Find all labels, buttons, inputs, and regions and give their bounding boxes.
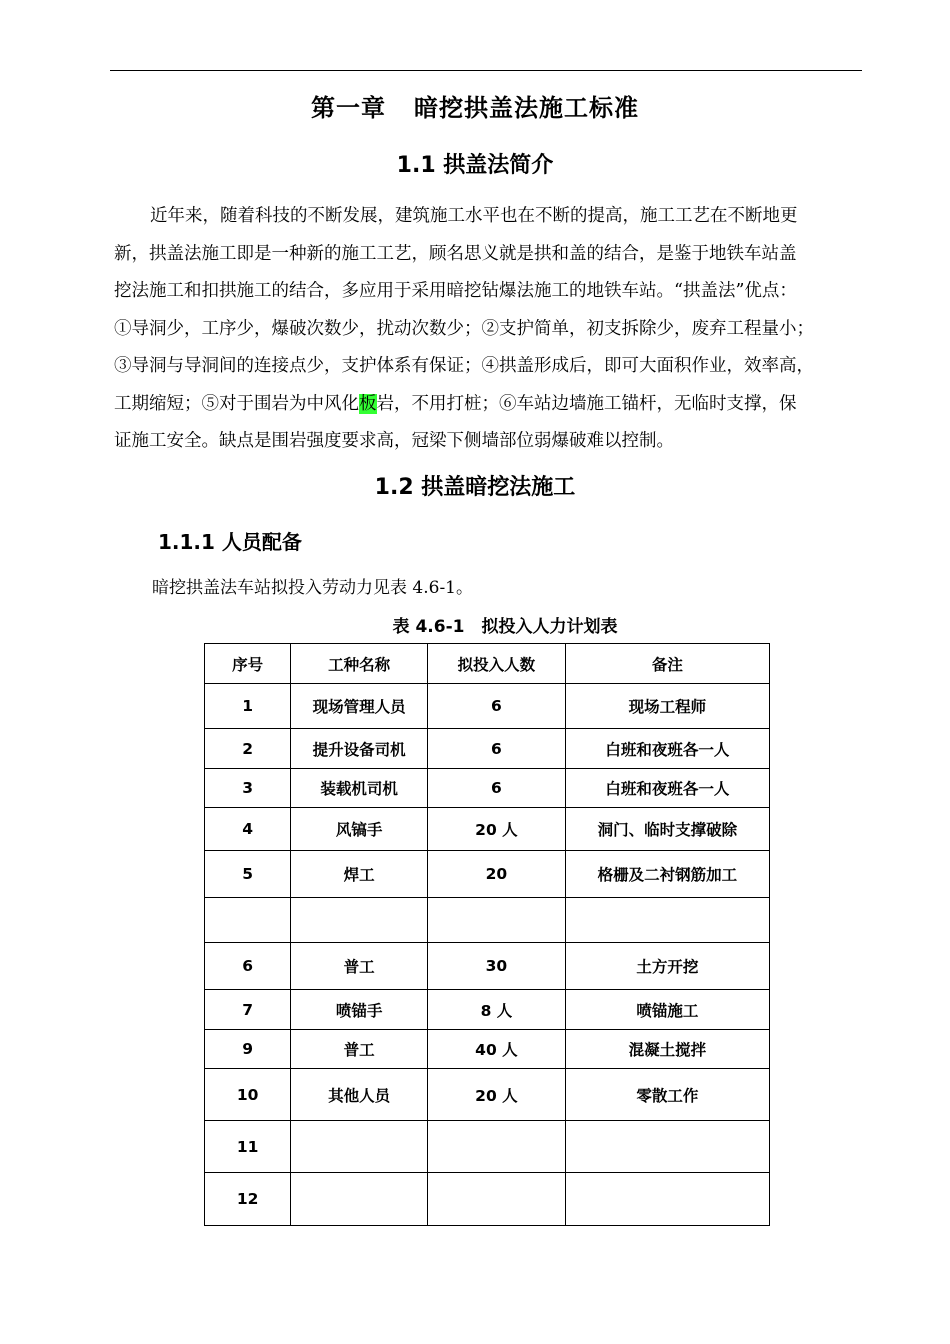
table-row [205,769,770,808]
section-heading-1-2: 1.2 拱盖暗挖法施工 [374,475,576,500]
table-cell: 6 [428,729,566,769]
table-cell: 20 [428,851,566,898]
table-cell: 普工 [291,1030,428,1069]
table-header-row [205,644,770,684]
staffing-table [204,643,770,1226]
table-cell: 现场管理人员 [291,684,428,729]
table-row [205,1121,770,1173]
table-row [205,1030,770,1069]
table-cell: 零散工作 [565,1069,769,1121]
table-cell: 9 [205,1030,291,1069]
table-cell [291,898,428,943]
paragraph-line: 新，拱盖法施工即是一种新的施工工艺，顾名思义就是拱和盖的结合，是鉴于地铁车站盖 [114,243,797,264]
table-cell: 混凝土搅拌 [565,1030,769,1069]
paragraph-line [114,386,864,424]
table-cell: 装载机司机 [291,769,428,808]
table-row [205,1173,770,1226]
table-cell: 10 [205,1069,291,1121]
table-cell: 焊工 [291,851,428,898]
table-cell [205,898,291,943]
paragraph-text: 岩，不用打桩；⑥车站边墙施工锚杆，无临时支撑，保 [376,393,797,414]
table-cell: 6 [205,943,291,990]
table-cell [291,1173,428,1226]
table-cell: 20 人 [428,808,566,851]
paragraph-text: 工期缩短；⑤对于围岩为中风化 [114,393,359,414]
table-cell: 30 [428,943,566,990]
table-cell: 格栅及二衬钢筋加工 [565,851,769,898]
table-cell: 现场工程师 [565,684,769,729]
header-cell: 拟投入人数 [428,644,566,684]
chapter-title [0,88,950,123]
chapter-number: 第一章 [311,94,386,122]
table-cell: 提升设备司机 [291,729,428,769]
table-cell: 20 人 [428,1069,566,1121]
table-cell: 喷锚手 [291,990,428,1030]
table-cell: 普工 [291,943,428,990]
table-cell [565,1121,769,1173]
table-cell: 8 人 [428,990,566,1030]
table-cell: 风镐手 [291,808,428,851]
table-cell: 喷锚施工 [565,990,769,1030]
table-cell: 洞门、临时支撑破除 [565,808,769,851]
header-cell: 备注 [565,644,769,684]
table-cell: 40 人 [428,1030,566,1069]
table-cell [565,898,769,943]
table-row [205,1069,770,1121]
chapter-name: 暗挖拱盖法施工标准 [414,94,639,122]
section-heading-1-1: 1.1 拱盖法简介 [396,153,554,178]
table-row [205,898,770,943]
header-cell: 工种名称 [291,644,428,684]
table-cell: 7 [205,990,291,1030]
table-cell [428,1173,566,1226]
header-cell: 序号 [205,644,291,684]
table-cell: 11 [205,1121,291,1173]
paragraph-line: ③导洞与导洞间的连接点少，支护体系有保证；④拱盖形成后，即可大面积作业，效率高， [114,356,814,376]
table-row [205,729,770,769]
table-cell [291,1121,428,1173]
table-row [205,990,770,1030]
table-cell: 5 [205,851,291,898]
table-cell: 白班和夜班各一人 [565,769,769,808]
intro-paragraph [114,198,864,461]
highlighted-text: 板 [359,393,377,414]
table-row [205,808,770,851]
table-cell: 土方开挖 [565,943,769,990]
subsection-heading: 1.1.1 人员配备 [158,530,302,554]
table-intro-text: 暗挖拱盖法车站拟投入劳动力见表 4.6-1。 [152,578,473,598]
table-cell: 3 [205,769,291,808]
paragraph-line: 证施工安全。缺点是围岩强度要求高，冠梁下侧墙部位弱爆破难以控制。 [114,431,674,451]
table-cell: 白班和夜班各一人 [565,729,769,769]
table-cell [565,1173,769,1226]
header-rule [110,70,862,71]
table-cell: 4 [205,808,291,851]
table-row [205,851,770,898]
table-cell: 6 [428,684,566,729]
table-cell: 其他人员 [291,1069,428,1121]
table-caption: 表 4.6-1 拟投入人力计划表 [392,617,618,637]
table-row [205,684,770,729]
paragraph-line: 挖法施工和扣拱施工的结合，多应用于采用暗挖钻爆法施工的地铁车站。“拱盖法”优点： [114,281,797,301]
table-cell [428,898,566,943]
table-cell: 1 [205,684,291,729]
table-cell: 6 [428,769,566,808]
table-row [205,943,770,990]
table-cell: 12 [205,1173,291,1226]
table-cell: 2 [205,729,291,769]
paragraph-line: 近年来，随着科技的不断发展，建筑施工水平也在不断的提高，施工工艺在不断地更 [150,206,798,226]
paragraph-line: ①导洞少，工序少，爆破次数少，扰动次数少；②支护简单，初支拆除少，废弃工程量小； [114,318,814,339]
table-cell [428,1121,566,1173]
